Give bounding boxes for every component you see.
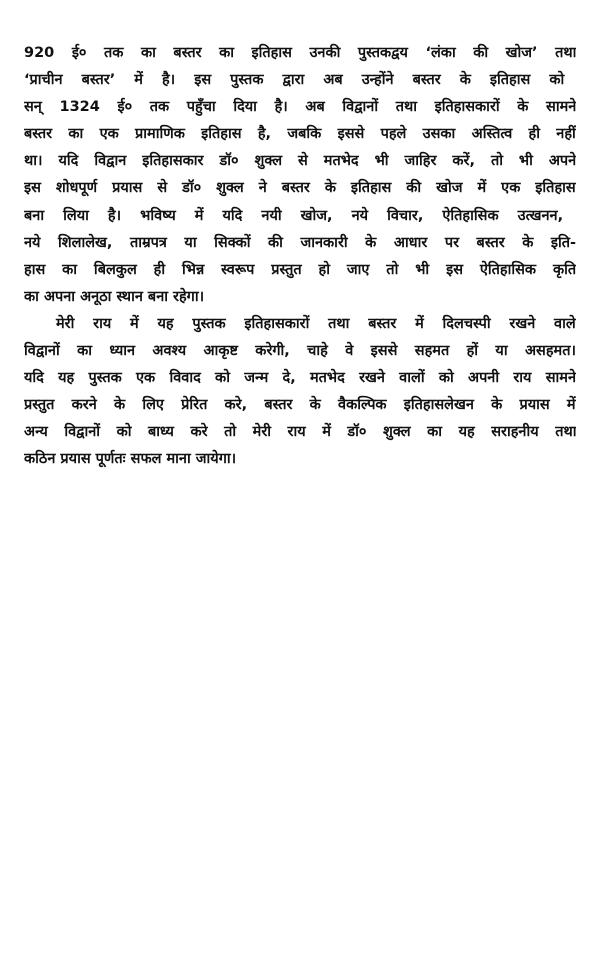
body-text xyxy=(24,40,576,474)
text-line: बना लिया है। भविष्य में यदि नयी खोज, नये विचार, ऐतिहासिक उत्खनन, xyxy=(24,207,564,224)
text-line: मेरी राय में यह पुस्तक इतिहासकारों तथा बस्तर में दिलचस्पी रखने वाले xyxy=(56,315,576,332)
text-line: इस शोधपूर्ण प्रयास से डॉ० शुक्ल ने बस्तर के इतिहास की खोज में एक इतिहास xyxy=(24,180,576,197)
paragraph-1 xyxy=(24,40,576,311)
paragraph-2 xyxy=(24,311,576,474)
text-line: कठिन प्रयास पूर्णतः सफल माना जायेगा। xyxy=(24,451,237,468)
text-line: अन्य विद्वानों को बाध्य करे तो मेरी राय में डॉ० शुक्ल का यह सराहनीय तथा xyxy=(24,424,576,441)
text-line: यदि यह पुस्तक एक विवाद को जन्म दे, मतभेद रखने वालों को अपनी राय सामने xyxy=(24,370,576,387)
text-line: ‘प्राचीन बस्तर’ में है। इस पुस्तक द्वारा अब उन्होंने बस्तर के इतिहास को xyxy=(24,72,565,89)
text-line: सन् 1324 ई० तक पहुँचा दिया है। अब विद्वानों तथा इतिहासकारों के सामने xyxy=(24,99,576,116)
text-line: था। यदि विद्वान इतिहासकार डॉ० शुक्ल से मतभेद भी जाहिर करें, तो भी अपने xyxy=(24,153,576,170)
text-line: हास का बिलकुल ही भिन्न स्वरूप प्रस्तुत हो जाए तो भी इस ऐतिहासिक कृति xyxy=(24,261,576,278)
text-line: नये शिलालेख, ताम्रपत्र या सिक्कों की जानकारी के आधार पर बस्तर के इति- xyxy=(24,234,576,251)
text-line: प्रस्तुत करने के लिए प्रेरित करे, बस्तर के वैकल्पिक इतिहासलेखन के प्रयास में xyxy=(24,397,576,414)
text-line: 920 ई० तक का बस्तर का इतिहास उनकी पुस्तकद्वय ‘लंका की खोज’ तथा xyxy=(24,45,576,61)
text-line: का अपना अनूठा स्थान बना रहेगा। xyxy=(24,288,205,305)
text-line: विद्वानों का ध्यान अवश्य आकृष्ट करेगी, चाहे वे इससे सहमत हों या असहमत। xyxy=(24,343,576,360)
text-line: बस्तर का एक प्रामाणिक इतिहास है, जबकि इससे पहले उसका अस्तित्व ही नहीं xyxy=(24,126,576,143)
